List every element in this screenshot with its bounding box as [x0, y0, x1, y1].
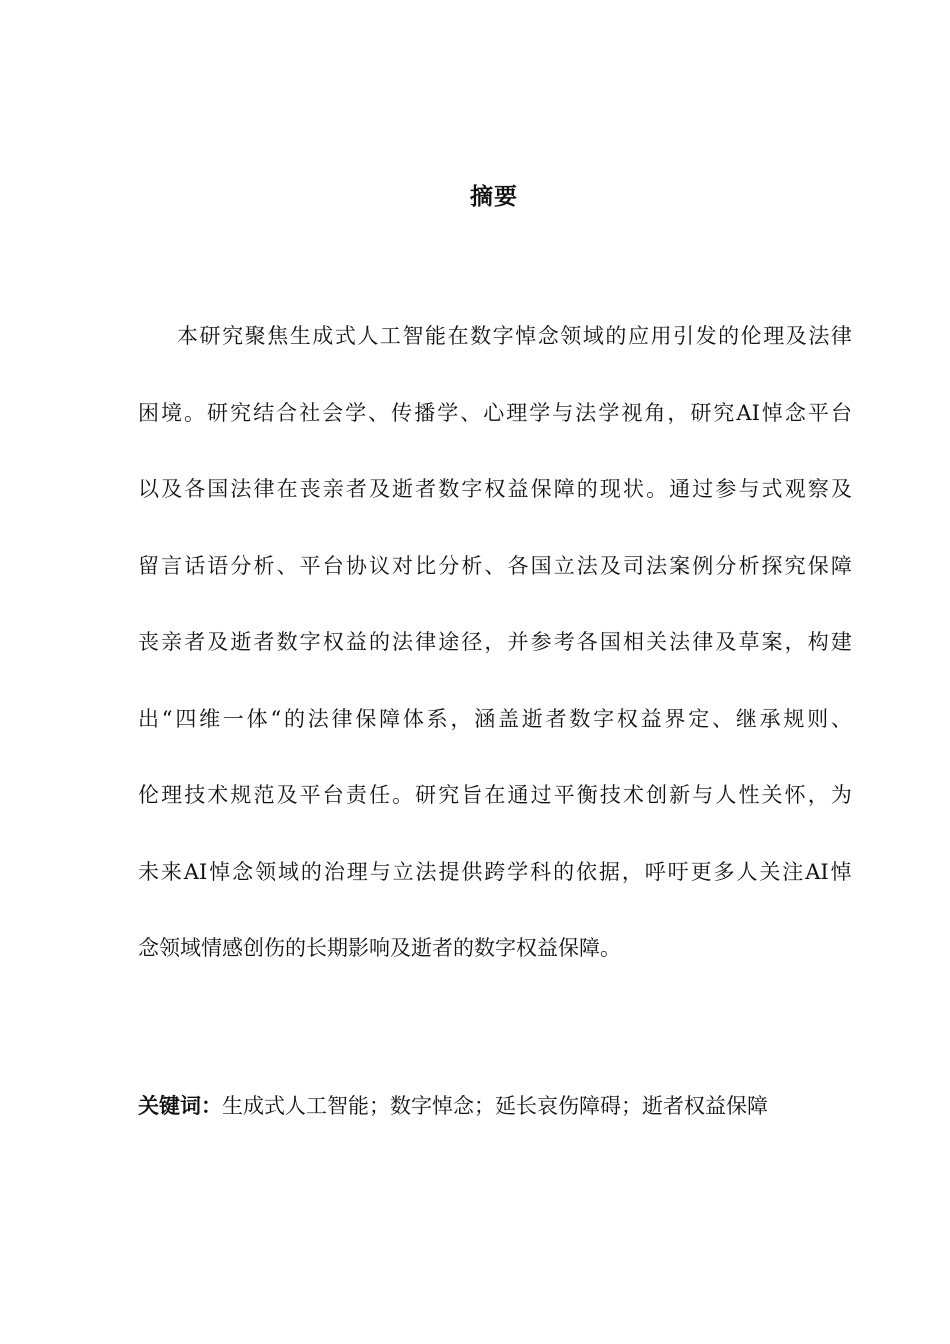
abstract-line: 以 及 各 国 法 律 在 丧 亲 者 及 逝 者 数 字 权 益 保 障 的 现 状 。 通 过 参 与 式 观 察 及	[138, 477, 852, 501]
abstract-line: 困 境 。 研 究 结 合 社 会 学 、 传 播 学 、 心 理 学 与 法 学 视 角 ， 研 究 AI 悼 念 平 台	[138, 400, 852, 425]
abstract-body	[138, 316, 852, 1005]
abstract-line: 念领域情感创伤的长期影响及逝者的数字权益保障。	[138, 936, 621, 960]
abstract-line: 本 研 究 聚 焦 生 成 式 人 工 智 能 在 数 字 悼 念 领 域 的 应 用 引 发 的 伦 理 及 法 律	[177, 324, 852, 348]
abstract-line: 出 “ 四 维 一 体 “ 的 法 律 保 障 体 系 ， 涵 盖 逝 者 数 字 权 益 界 定 、 继 承 规 则 、	[138, 706, 852, 731]
abstract-line: 未 来 AI 悼 念 领 域 的 治 理 与 立 法 提 供 跨 学 科 的 依 据 ， 呼 吁 更 多 人 关 注 AI 悼	[138, 859, 852, 884]
keywords	[138, 1088, 768, 1124]
keywords-label: 关键词：	[138, 1094, 222, 1118]
abstract-line: 丧 亲 者 及 逝 者 数 字 权 益 的 法 律 途 径 ， 并 参 考 各 国 相 关 法 律 及 草 案 ， 构 建	[138, 630, 852, 654]
abstract-line: 留 言 话 语 分 析 、 平 台 协 议 对 比 分 析 、 各 国 立 法 及 司 法 案 例 分 析 探 究 保 障	[138, 553, 852, 578]
abstract-line: 伦 理 技 术 规 范 及 平 台 责 任 。 研 究 旨 在 通 过 平 衡 技 术 创 新 与 人 性 关 怀 ， 为	[138, 783, 852, 807]
keywords-text: 生成式人工智能；数字悼念；延长哀伤障碍；逝者权益保障	[222, 1094, 768, 1118]
page-title: 摘要	[470, 184, 518, 210]
